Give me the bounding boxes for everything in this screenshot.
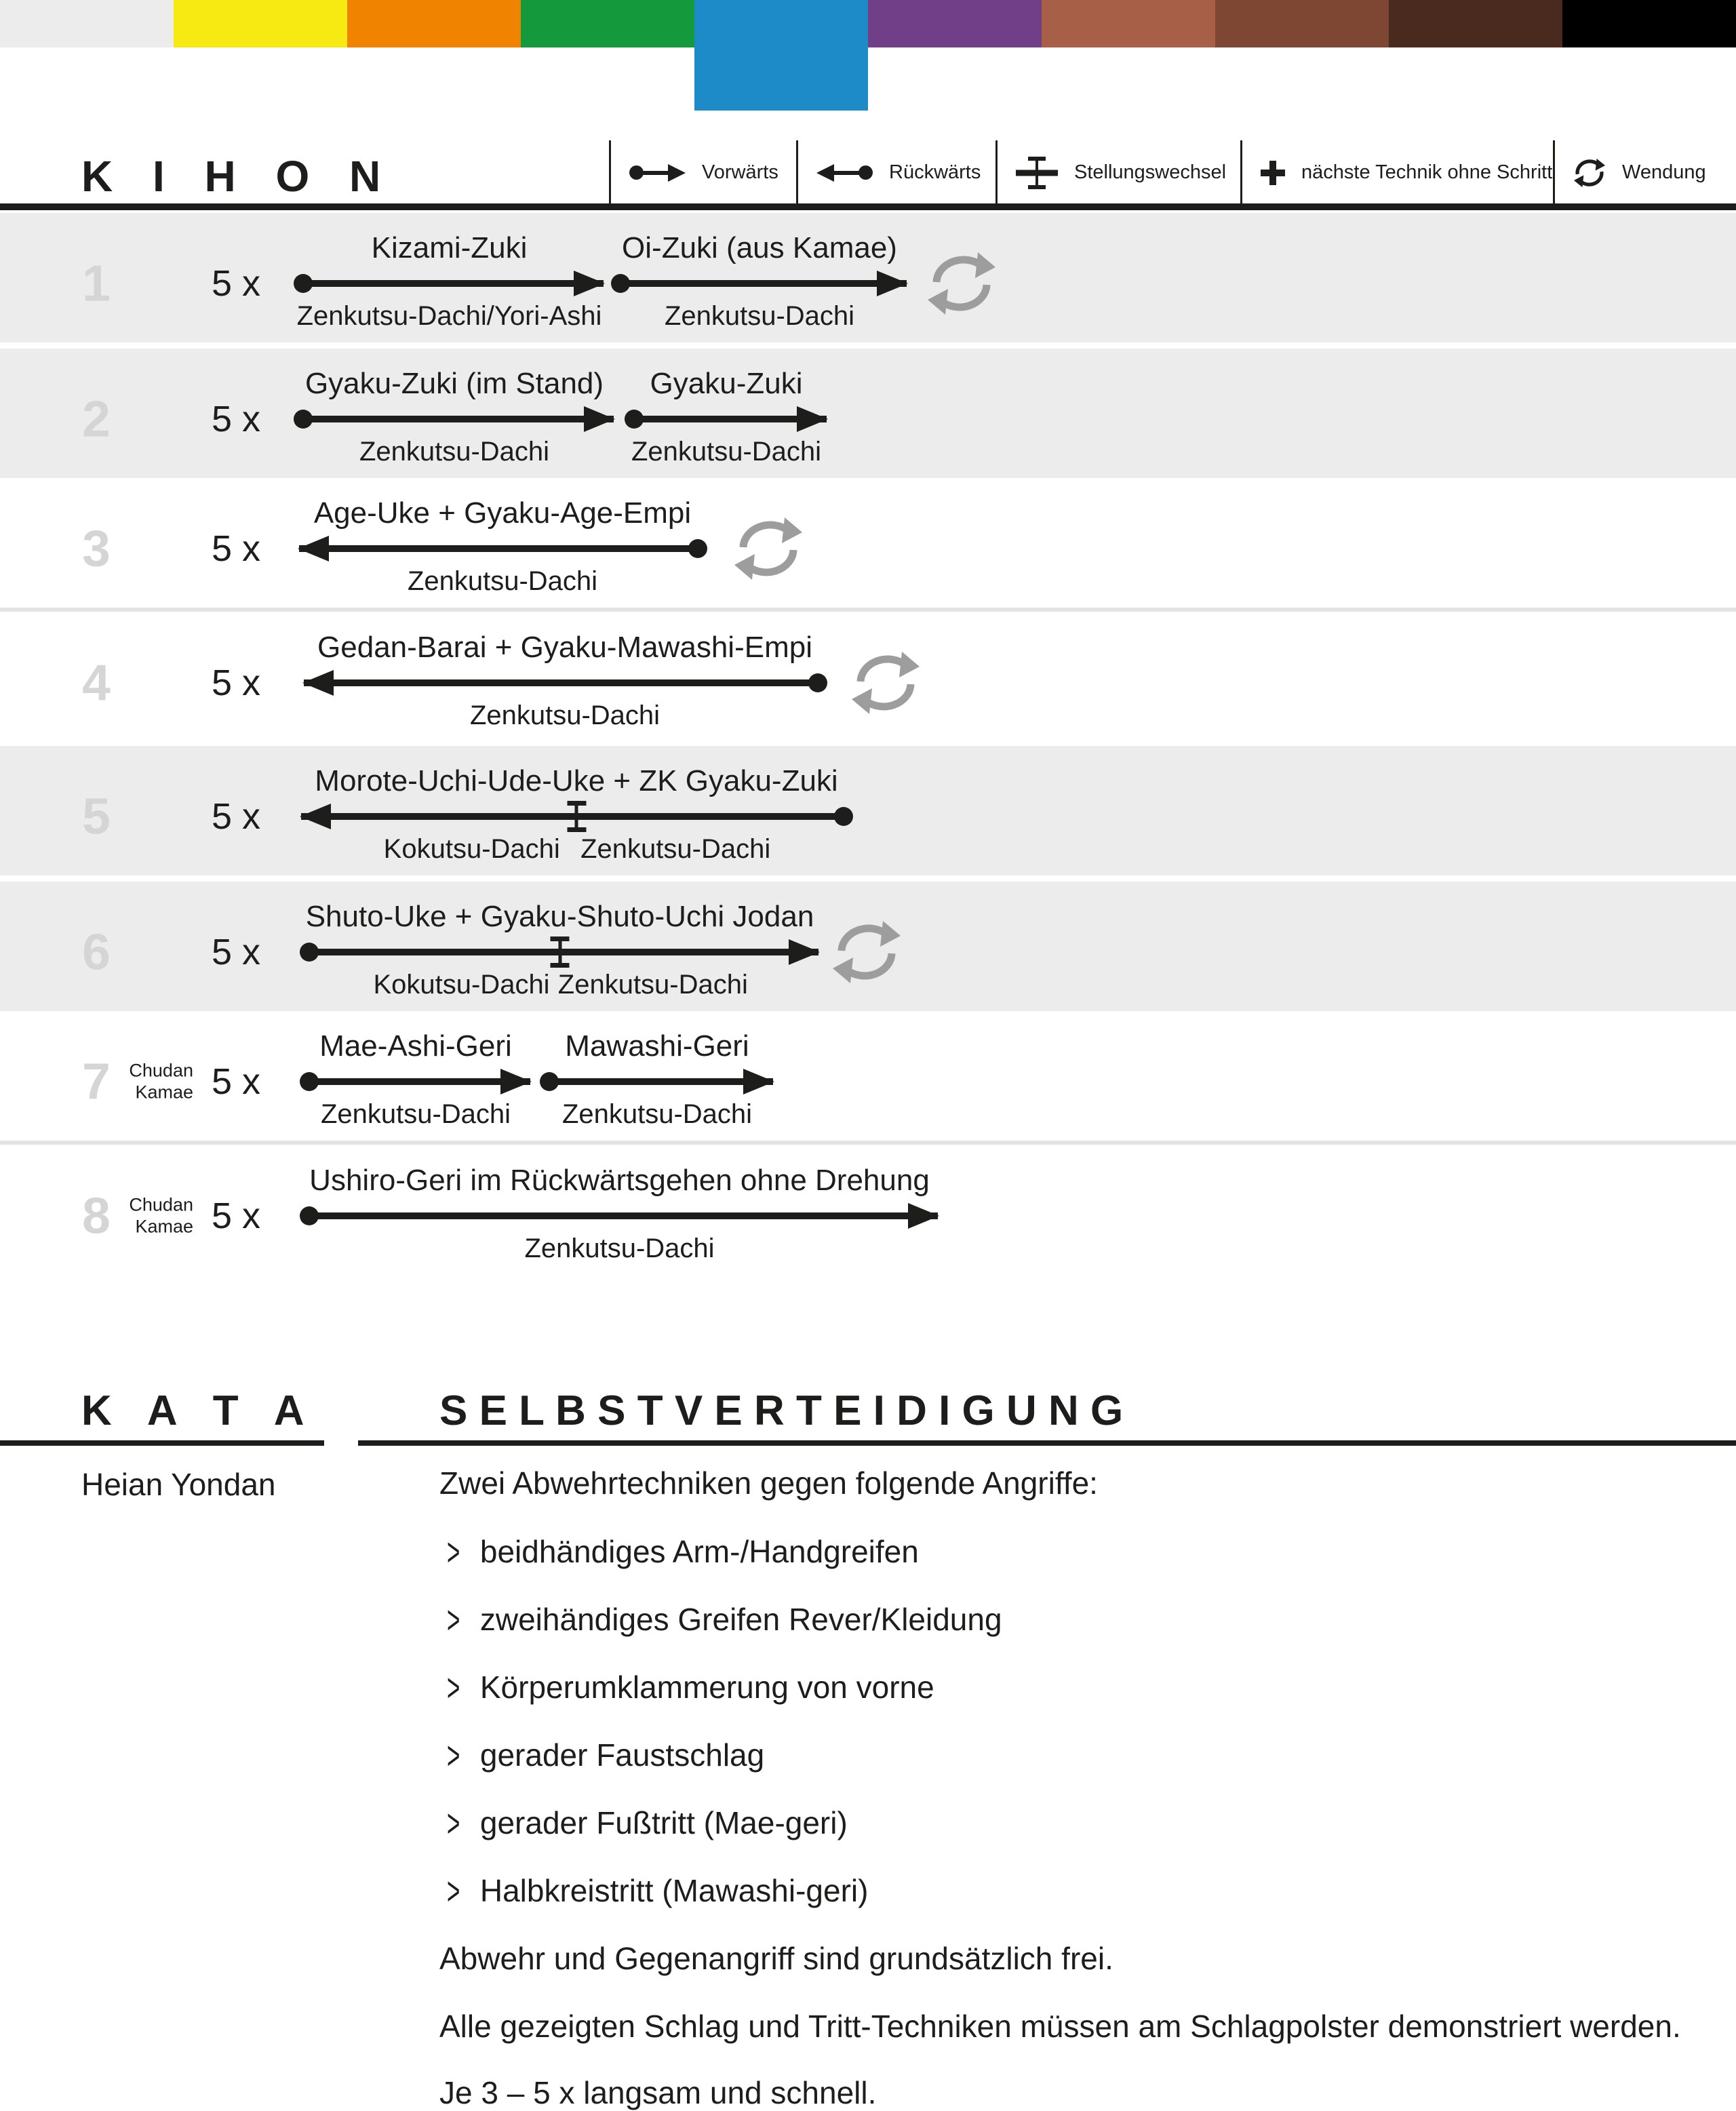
selbstverteidigung-section-title: S E L B S T V E R T E I D I G U N G (439, 1387, 1124, 1434)
legend-item-naechste-technik (1240, 140, 1553, 205)
belt-segment-white (0, 0, 174, 47)
technique-arrow (295, 349, 614, 478)
belt-segment-light-brown (1042, 0, 1215, 47)
forward-arrow (541, 1078, 773, 1085)
kata-section-title: K A T A (81, 1387, 317, 1434)
forward-arrow-icon (629, 164, 686, 182)
belt-segment-dark-brown (1389, 0, 1562, 47)
turn-indicator-icon (928, 248, 995, 319)
backward-arrow-icon (816, 164, 873, 182)
belt-segment-brown (1215, 0, 1389, 47)
row-number: 5 (82, 787, 111, 844)
kihon-section-title: K I H O N (81, 152, 395, 201)
turn-icon (1573, 156, 1606, 190)
kata-name: Heian Yondan (81, 1467, 276, 1502)
backward-arrow (301, 813, 852, 820)
legend-label: Wendung (1622, 161, 1706, 183)
row-reps: 5 x (211, 662, 261, 703)
technique-label: Kizami-Zuki (371, 231, 528, 264)
technique-arrow (304, 612, 826, 742)
technique-arrow (301, 1011, 530, 1141)
row-number: 2 (82, 390, 111, 447)
legend-item-stellungswechsel (995, 140, 1240, 205)
kihon-row-2 (0, 349, 1736, 478)
legend-label: Rückwärts (889, 161, 981, 183)
sv-note: Je 3 – 5 x langsam und schnell. (439, 2075, 877, 2110)
technique-arrow (301, 882, 818, 1011)
arrow-legend (609, 140, 1736, 205)
belt-segment-yellow (174, 0, 347, 47)
stance-label: Zenkutsu-Dachi (407, 566, 598, 596)
plus-icon (1261, 161, 1285, 185)
technique-label: Age-Uke + Gyaku-Age-Empi (313, 496, 692, 530)
backward-arrow (299, 545, 706, 552)
chevron-bullet-icon: > (447, 1664, 460, 1710)
belt-segment-purple (868, 0, 1042, 47)
row-reps: 5 x (211, 262, 261, 304)
turn-indicator-icon (852, 648, 920, 718)
stance-label: Zenkutsu-Dachi (359, 436, 550, 467)
sv-item-text: gerader Faustschlag (479, 1737, 765, 1773)
sv-item-text: beidhändiges Arm-/Handgreifen (479, 1534, 919, 1569)
chevron-bullet-icon: > (447, 1596, 460, 1642)
row-reps: 5 x (211, 931, 261, 972)
sv-item (447, 1800, 848, 1846)
technique-arrow (295, 213, 604, 342)
row-number: 6 (82, 923, 111, 980)
technique-arrow (626, 349, 827, 478)
technique-label: Morote-Uchi-Ude-Uke + ZK Gyaku-Zuki (315, 764, 838, 797)
selbstverteidigung-rule (358, 1440, 1736, 1446)
technique-label: Gyaku-Zuki (650, 366, 803, 400)
legend-item-wendung (1553, 140, 1736, 205)
forward-arrow (612, 280, 907, 287)
sv-item (447, 1596, 1002, 1642)
stance-label: Zenkutsu-Dachi (580, 833, 771, 864)
stance-label: Zenkutsu-Dachi (557, 969, 748, 1000)
row-number: 4 (82, 654, 111, 711)
technique-label: Oi-Zuki (aus Kamae) (622, 231, 897, 264)
sv-item-text: Halbkreistritt (Mawashi-geri) (479, 1873, 869, 1908)
forward-arrow (626, 416, 827, 422)
stance-label: Zenkutsu-Dachi (320, 1099, 511, 1129)
forward-arrow (301, 1078, 530, 1085)
chevron-bullet-icon: > (447, 1732, 460, 1778)
row-reps: 5 x (211, 1061, 261, 1102)
row-number: 3 (82, 519, 111, 576)
legend-item-rueckwaerts (796, 140, 995, 205)
sv-item (447, 1664, 934, 1710)
forward-arrow (301, 949, 818, 955)
header-rule (0, 203, 1736, 210)
row-reps: 5 x (211, 528, 261, 569)
backward-arrow (304, 679, 826, 686)
forward-arrow (301, 1212, 938, 1219)
turn-indicator-icon (734, 513, 802, 584)
turn-indicator-icon (833, 917, 901, 987)
sv-note: Alle gezeigten Schlag und Tritt-Techniken müssen am Schlagpolster demonstriert werden. (439, 2009, 1681, 2044)
row-reps: 5 x (211, 1195, 261, 1236)
technique-label: Gedan-Barai + Gyaku-Mawashi-Empi (317, 630, 812, 664)
row-number: 8 (82, 1187, 111, 1244)
legend-item-vorwaerts (609, 140, 796, 205)
kihon-row-5 (0, 746, 1736, 875)
stance-label: Kokutsu-Dachi (383, 833, 560, 864)
sv-intro: Zwei Abwehrtechniken gegen folgende Angriffe: (439, 1465, 1098, 1501)
sv-item (447, 1868, 869, 1914)
technique-label: Mae-Ashi-Geri (319, 1029, 512, 1063)
row-number: 1 (82, 254, 111, 311)
stance-change-marker (575, 801, 578, 832)
legend-label: nächste Technik ohne Schritt (1301, 161, 1553, 183)
technique-label: Gyaku-Zuki (im Stand) (304, 366, 604, 400)
technique-label: Shuto-Uke + Gyaku-Shuto-Uchi Jodan (305, 899, 814, 933)
kamae-label: Chudan Kamae (129, 1194, 193, 1237)
kihon-row-4 (0, 612, 1736, 742)
belt-segment-green (521, 0, 694, 47)
active-belt-tab-blue (694, 0, 868, 111)
forward-arrow (295, 416, 614, 422)
belt-segment-black (1562, 0, 1736, 47)
row-number: 7 (82, 1052, 111, 1109)
stance-label: Kokutsu-Dachi (373, 969, 550, 1000)
technique-label: Ushiro-Geri im Rückwärtsgehen ohne Drehung (309, 1163, 930, 1197)
legend-label: Stellungswechsel (1074, 161, 1227, 183)
chevron-bullet-icon: > (447, 1528, 460, 1575)
row-separator (0, 608, 1736, 612)
stance-label: Zenkutsu-Dachi (469, 700, 660, 730)
legend-label: Vorwärts (702, 161, 778, 183)
belt-segment-orange (347, 0, 521, 47)
kihon-row-8 (0, 1145, 1736, 1275)
stance-change-marker (558, 936, 561, 968)
row-reps: 5 x (211, 795, 261, 837)
technique-arrow (301, 746, 852, 875)
stance-label: Zenkutsu-Dachi/Yori-Ashi (296, 300, 602, 331)
kihon-row-7 (0, 1011, 1736, 1141)
kamae-label: Chudan Kamae (129, 1060, 193, 1103)
technique-arrow (301, 1145, 938, 1275)
sv-item (447, 1528, 919, 1575)
kihon-row-3 (0, 478, 1736, 608)
kata-rule (0, 1440, 324, 1446)
sv-item-text: gerader Fußtritt (Mae-geri) (479, 1805, 848, 1840)
technique-label: Mawashi-Geri (565, 1029, 749, 1063)
technique-arrow (299, 478, 706, 608)
kihon-row-1 (0, 213, 1736, 342)
sv-note: Abwehr und Gegenangriff sind grundsätzlich frei. (439, 1941, 1113, 1976)
row-separator (0, 1141, 1736, 1145)
kihon-row-6 (0, 882, 1736, 1011)
technique-arrow (541, 1011, 773, 1141)
chevron-bullet-icon: > (447, 1868, 460, 1914)
stance-label: Zenkutsu-Dachi (561, 1099, 753, 1129)
sv-item (447, 1732, 765, 1778)
stance-label: Zenkutsu-Dachi (631, 436, 822, 467)
belt-color-bar (0, 0, 1736, 47)
sv-item-text: Körperumklammerung von vorne (479, 1670, 934, 1705)
row-reps: 5 x (211, 398, 261, 439)
stance-change-icon (1016, 157, 1058, 189)
forward-arrow (295, 280, 604, 287)
chevron-bullet-icon: > (447, 1800, 460, 1846)
technique-arrow (612, 213, 907, 342)
stance-label: Zenkutsu-Dachi (664, 300, 855, 331)
stance-label: Zenkutsu-Dachi (524, 1233, 715, 1263)
sv-item-text: zweihändiges Greifen Rever/Kleidung (479, 1602, 1002, 1637)
